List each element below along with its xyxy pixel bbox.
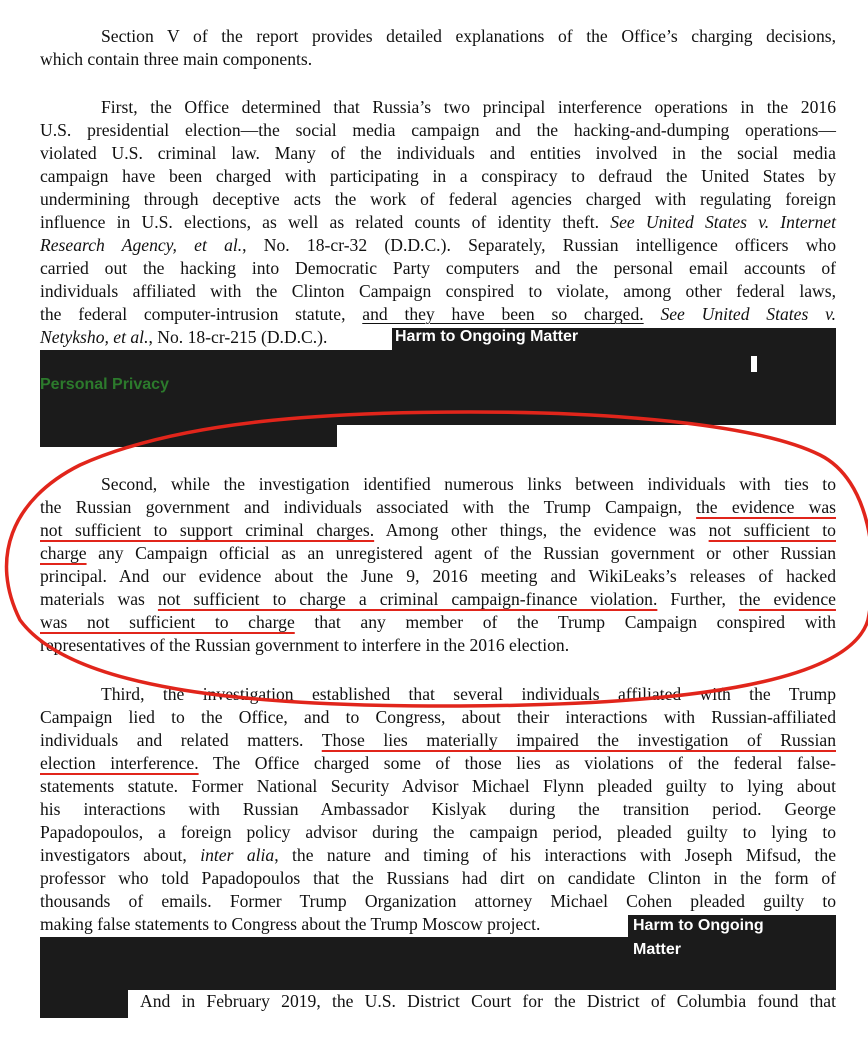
paragraph-2-line: campaign have been charged with participating in a conspiracy to defraud the United States by xyxy=(40,166,836,186)
paragraph-3-line xyxy=(40,519,836,542)
paragraph-2-line xyxy=(40,234,836,257)
plain-text: , No. 18-cr-32 (D.D.C.). Separately, Russian intelligence officers who xyxy=(242,235,836,255)
paragraph-4-line: Third, the investigation established that several individuals affiliated with the Trump xyxy=(101,684,836,704)
plain-text: Among other things, the evidence was xyxy=(385,520,697,540)
paragraph-2-line: First, the Office determined that Russia’s two principal interference operations in the 2016 xyxy=(101,97,836,117)
redaction-label: Matter xyxy=(633,941,682,958)
case-citation: Research Agency, et al. xyxy=(40,235,243,255)
plain-text: investigators about, xyxy=(40,845,187,865)
paragraph-4-line xyxy=(40,752,836,775)
plain-text: the federal computer-intrusion statute, xyxy=(40,304,346,324)
redaction-marker xyxy=(751,356,757,372)
paragraph-4-line: thousands of emails. Former Trump Organization attorney Michael Cohen pleaded guilty to xyxy=(40,891,836,911)
redaction-block xyxy=(40,425,337,447)
paragraph-1-line: Section V of the report provides detailed explanations of the Office’s charging decisions, xyxy=(101,26,836,46)
paragraph-1-line: which contain three main components. xyxy=(40,49,313,69)
paragraph-3-line: Second, while the investigation identified numerous links between individuals with ties to xyxy=(101,474,836,494)
paragraph-2-line: undermining through deceptive acts the work of federal agencies charged with regulating foreign xyxy=(40,189,836,209)
paragraph-2-line: violated U.S. criminal law. Many of the individuals and entities involved in the social media xyxy=(40,143,836,163)
paragraph-3-line xyxy=(40,496,836,519)
plain-text: Further, xyxy=(670,589,726,609)
paragraph-3-line xyxy=(40,542,836,565)
plain-text: individuals and related matters. xyxy=(40,730,304,750)
paragraph-4-line xyxy=(40,729,836,752)
case-citation: See United States v. xyxy=(660,304,836,324)
paragraph-3-line: representatives of the Russian government to interfere in the 2016 election. xyxy=(40,635,570,655)
plain-text: , No. 18-cr-215 (D.D.C.). xyxy=(148,327,328,347)
highlighted-phrase: Those lies materially impaired the investigation of Russian xyxy=(321,730,836,750)
redaction-label: Harm to Ongoing Matter xyxy=(395,328,579,345)
plain-text: The Office charged some of those lies as violations of the federal false- xyxy=(212,753,836,773)
highlighted-phrase: not sufficient to xyxy=(708,520,836,540)
paragraph-4-line: his interactions with Russian Ambassador Kislyak during the transition period. George xyxy=(40,799,836,819)
underlined-phrase: and they have been so charged. xyxy=(362,304,644,324)
paragraph-5-line: And in February 2019, the U.S. District Court for the District of Columbia found that xyxy=(140,991,836,1011)
latin-phrase: inter alia xyxy=(200,845,275,865)
paragraph-4-line: making false statements to Congress about the Trump Moscow project. xyxy=(40,914,541,934)
paragraph-3-line xyxy=(40,611,836,634)
plain-text: materials was xyxy=(40,589,145,609)
case-citation: See United States v. Internet xyxy=(610,212,837,232)
paragraph-2-line xyxy=(40,211,836,234)
paragraph-4-line: Campaign lied to the Office, and to Congress, about their interactions with Russian-affiliated xyxy=(40,707,836,727)
paragraph-2-line: U.S. presidential election—the social media campaign and the hacking-and-dumping operations— xyxy=(40,120,836,140)
highlighted-phrase: not sufficient to charge a criminal campaign-finance violation. xyxy=(157,589,658,609)
plain-text: influence in U.S. elections, as well as related counts of identity theft. xyxy=(40,212,600,232)
highlighted-phrase: not sufficient to support criminal charges. xyxy=(40,520,375,540)
redaction-block xyxy=(40,990,128,1018)
highlighted-phrase: was not sufficient to charge xyxy=(40,612,295,632)
paragraph-4-line: statements statute. Former National Security Advisor Michael Flynn pleaded guilty to lying about xyxy=(40,776,836,796)
redaction-label-privacy: Personal Privacy xyxy=(40,376,169,393)
redaction-block xyxy=(40,937,836,990)
paragraph-4-line: professor who told Papadopoulos that the Russians had dirt on candidate Clinton in the form of xyxy=(40,868,836,888)
highlighted-phrase: charge xyxy=(40,543,87,563)
highlighted-phrase: election interference. xyxy=(40,753,199,773)
paragraph-4-line xyxy=(40,844,836,867)
paragraph-4-line: Papadopoulos, a foreign policy advisor during the campaign period, pleaded guilty to lying to xyxy=(40,822,836,842)
paragraph-2-line xyxy=(40,303,836,326)
highlighted-phrase: the evidence xyxy=(738,589,836,609)
case-citation: Netyksho, et al. xyxy=(40,327,149,347)
plain-text: any Campaign official as an unregistered agent of the Russian government or other Russian xyxy=(98,543,836,563)
paragraph-2-line: carried out the hacking into Democratic Party computers and the personal email accounts of xyxy=(40,258,836,278)
paragraph-3-line xyxy=(40,588,836,611)
paragraph-2-line xyxy=(40,326,327,349)
plain-text: the Russian government and individuals associated with the Trump Campaign, xyxy=(40,497,682,517)
plain-text: , the nature and timing of his interactions with Joseph Mifsud, the xyxy=(274,845,837,865)
paragraph-3-line: principal. And our evidence about the June 9, 2016 meeting and WikiLeaks’s releases of hacked xyxy=(40,566,836,586)
highlighted-phrase: the evidence was xyxy=(696,497,837,517)
paragraph-2-line: individuals affiliated with the Clinton Campaign conspired to violate, among other federal laws, xyxy=(40,281,836,301)
plain-text: that any member of the Trump Campaign conspired with xyxy=(314,612,836,632)
redaction-label: Harm to Ongoing xyxy=(633,917,764,934)
